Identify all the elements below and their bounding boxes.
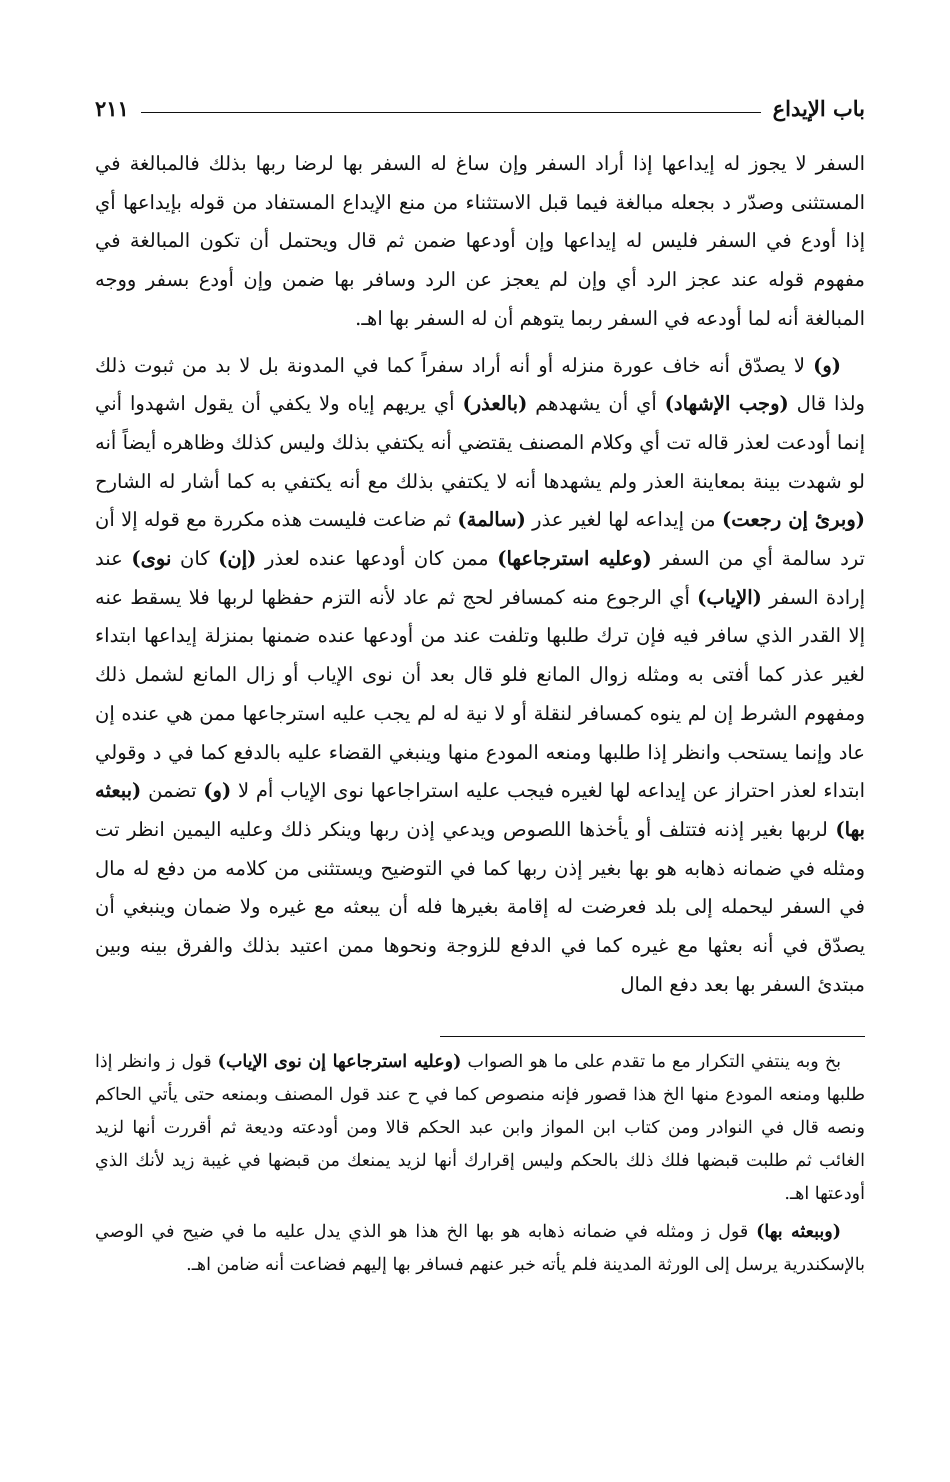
footnotes	[95, 1046, 865, 1282]
text-run: أي أن يشهدهم	[527, 392, 665, 416]
text-run: لا يصدّق أنه خاف عورة منزله أو أنه أراد سفراً كما في المدونة بل لا بد من ثبوت ذلك ولذا قال	[95, 353, 865, 416]
text-run: تضمن	[141, 779, 204, 803]
bold-term: (و)	[813, 353, 841, 377]
chapter-title: باب الإيداع	[772, 96, 865, 121]
text-run: عند إرادة السفر	[95, 547, 865, 609]
bold-term: (وبرئ إن رجعت)	[722, 508, 865, 532]
text-run: بخ وبه ينتفي التكرار مع ما تقدم على ما هو الصواب	[461, 1052, 841, 1073]
bold-term: (سالمة)	[457, 508, 526, 532]
bold-term: (وجب الإشهاد)	[664, 392, 789, 416]
bold-term: (إن)	[218, 547, 257, 571]
bold-term: نوى)	[131, 547, 172, 571]
footnote-2	[95, 1216, 865, 1282]
text-run: قول ز ومثله في ضمانه ذهابه هو بها الخ هذا هو الذي يدل عليه ما في ضيح في الوصي بالإسكندرية يرسل إلى الورثة المدينة فلم يأته خبر عنهم فسافر بها إليهم فضاعت أنه ضامن اهـ.	[95, 1222, 865, 1276]
header-rule	[141, 112, 761, 113]
footnote-separator	[95, 1036, 865, 1038]
text-run: من إيداعه لها لغير عذر	[525, 508, 722, 532]
text-run: أي الرجوع منه كمسافر لحج ثم عاد لأنه التزم حفظها لربها فلا يسقط عنه إلا القدر الذي سافر فيه فإن ترك طلبها وتلفت عند من أودعها عنده ضمنها بمنزلة إيداعها ابتداء لغير عذر كما أفتى به ومثله زوال المانع فلو قال بعد أن نوى الإياب أو زال المانع لشمل ذلك ومفهوم الشرط إن لم ينوه كمسافر لنقلة أو لا نية له لم يجب عليه استرجاعها ممن هي عنده إن عاد وإنما يستحب وانظر إذا طلبها ومنعه المودع منها وينبغي القضاء عليه بالدفع كما في د وقولي ابتداء لعذر احتراز عن إيداعه لها لغيره فيجب عليه استراجاعها نوى الإياب أم لا	[95, 585, 865, 803]
bold-term: (وببعثه بها)	[756, 1222, 841, 1243]
text-run: أي يريهم إياه ولا يكفي أن يقول اشهدوا أني إنما أودعت لعذر قاله تت أي وكلام المصنف يقتضي أنه يكتفي بذلك وليس كذلك وظاهره أيضاً أنه لو شهدت بينة بمعاينة العذر ولم يشهدها أنه لا يكتفي بذلك مع أنه يكتفي به كما أشار له الشارح	[95, 392, 865, 493]
running-header	[95, 85, 865, 121]
text-run: كان	[171, 547, 219, 571]
paragraph-1: السفر لا يجوز له إيداعها إذا أراد السفر وإن ساغ له السفر بها لرضا ربها بذلك فالمبالغة في المستثنى وصدّر د بجعله مبالغة فيما قبل الاستثناء من منع الإيداع المستفاد من قوله بإيداعها أي إذا أودع في السفر فليس له إيداعها وإن أودعها ضمن ثم قال ويحتمل أن تكون المبالغة في مفهوم قوله عند عجز الرد أي وإن لم يعجز عن الرد وسافر بها ضمن وإن أودع بسفر ووجه المبالغة أنه لما أودعه في السفر ربما يتوهم أن له السفر بها اهـ.	[95, 152, 865, 330]
main-text	[95, 145, 865, 1004]
book-page	[95, 85, 865, 1282]
footnote-rule	[440, 1036, 865, 1037]
bold-term: (الإياب)	[697, 585, 762, 609]
paragraph-2	[95, 347, 865, 1005]
bold-term: (بالعذر)	[462, 392, 528, 416]
footnote-1	[95, 1046, 865, 1210]
text-run: ممن كان أودعها عنده لعذر	[256, 547, 498, 571]
bold-term: (و)	[203, 779, 232, 803]
text-run: قول ز وانظر إذا طلبها ومنعه المودع منها الخ هذا قصور فإنه منصوص كما في ح عند قول المصنف وبمنعه حتى يأتي الحاكم ونصه قال في النوادر ومن كتاب ابن المواز وابن عبد الحكم قالا ومن أودعته وديعة ثم أقررت أنها لزيد الغائب ثم طلبت قبضها فلك ذلك بالحكم وليس إقرارك أنها لزيد يمنعك من قبضها في غيبة زيد لأنك الذي أودعتها اهـ.	[95, 1052, 865, 1204]
text-run: ثم ضاعت فليست هذه مكررة مع قوله إلا أن ترد سالمة أي من السفر	[95, 508, 865, 571]
page-number: ٢١١	[95, 96, 129, 121]
bold-term: (ببعثه بها)	[95, 779, 865, 841]
bold-term: (وعليه استرجاعها إن نوى الإياب)	[217, 1052, 462, 1073]
bold-term: (وعليه استرجاعها)	[497, 547, 652, 571]
text-run: لربها بغير إذنه فتتلف أو يأخذها اللصوص ويدعي إذن ربها وينكر ذلك وعليه اليمين انظر تت ومثله في ضمانه ذهابه هو بها بغير إذن ربها كما في التوضيح ويستثنى من كلامه من دفع له مال في السفر ليحمله إلى بلد فعرضت له إقامة بغيرها فله أن يبعثه مع غيره ولا ضمان وينبغي أن يصدّق في أنه بعثها مع غيره كما في الدفع للزوجة ونحوها ممن اعتيد بذلك والفرق بينه وبين مبتدئ السفر بها بعد دفع المال	[95, 817, 865, 996]
